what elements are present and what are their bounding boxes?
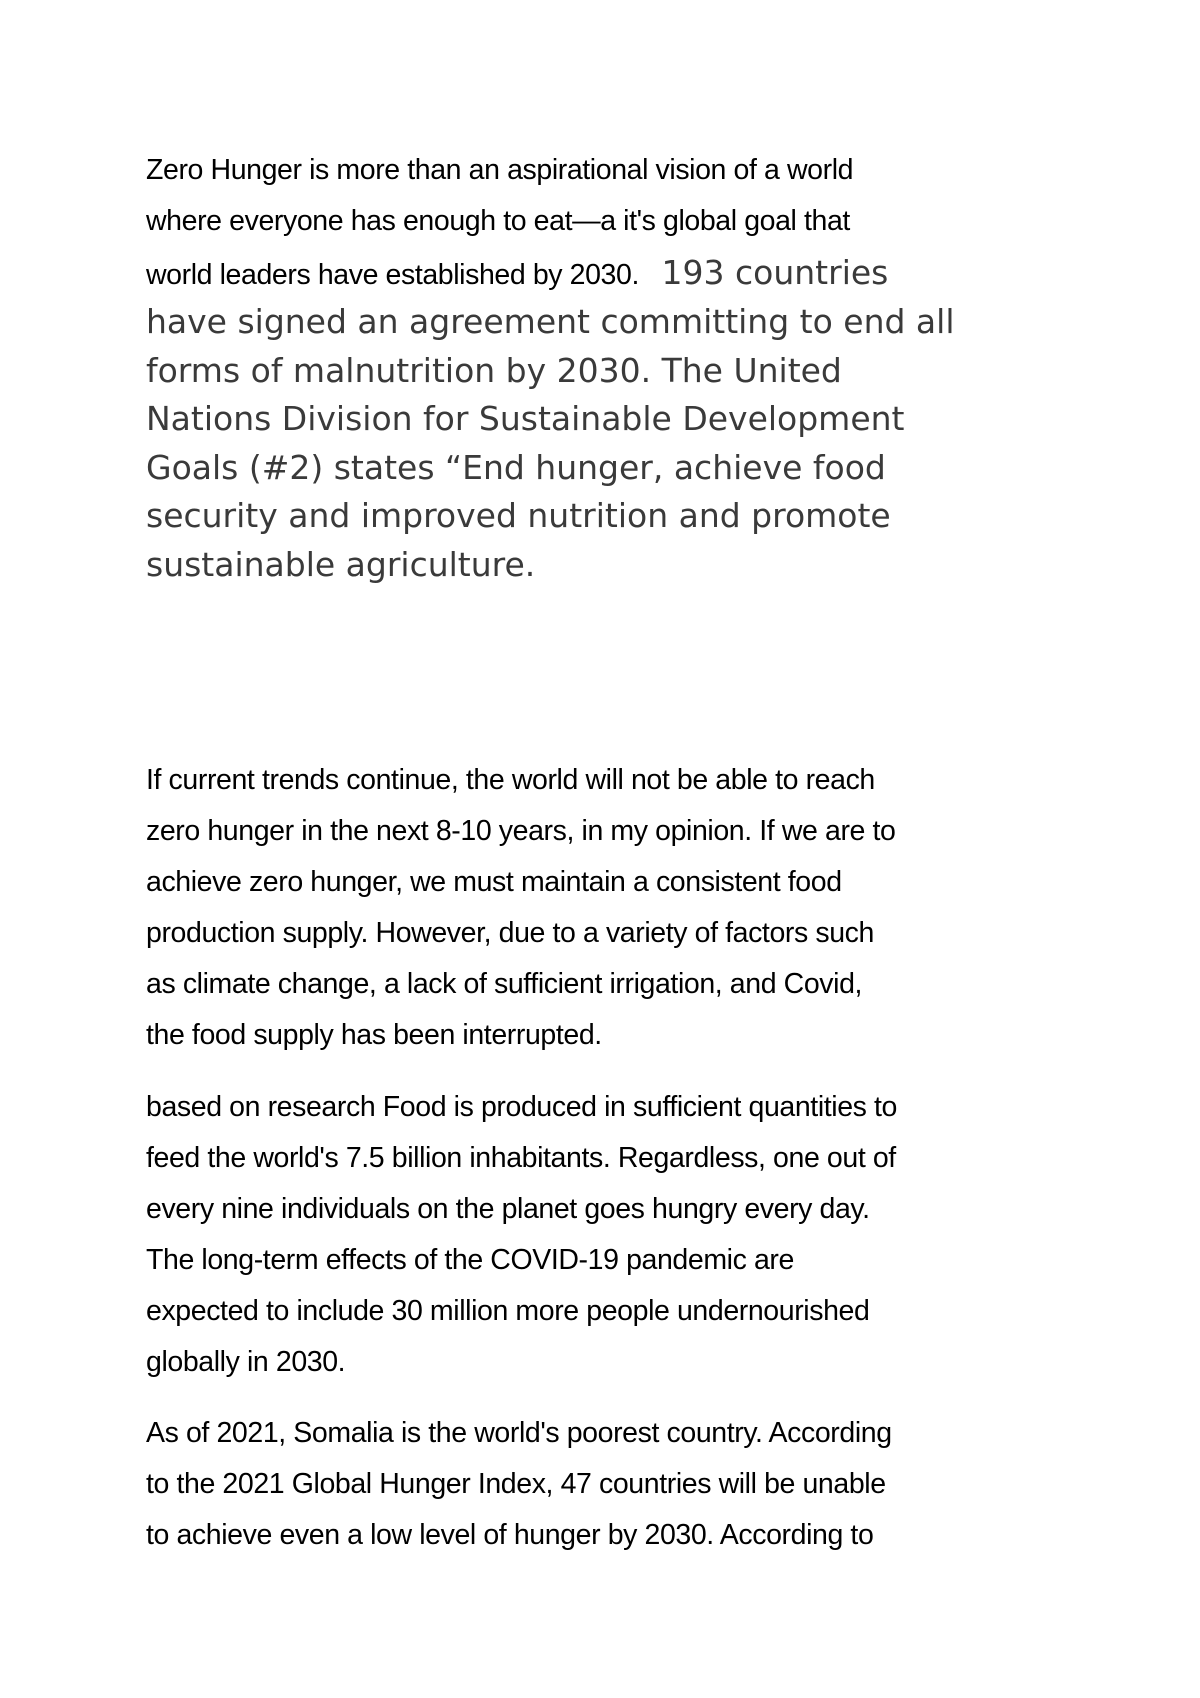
paragraph-food-research <box>146 1082 1086 1388</box>
text-line: Goals (#2) states “End hunger, achieve food <box>146 447 886 487</box>
text-line <box>146 247 1086 298</box>
text-line: feed the world's 7.5 billion inhabitants. Regardless, one out of <box>146 1142 896 1174</box>
text-line: sustainable agriculture. <box>146 544 536 584</box>
paragraph-current-trends <box>146 755 1086 1061</box>
text-line: as climate change, a lack of sufficient irrigation, and Covid, <box>146 968 863 1000</box>
paragraph-zero-hunger-intro <box>146 145 1086 589</box>
text-line: based on research Food is produced in sufficient quantities to <box>146 1091 897 1123</box>
text-line: every nine individuals on the planet goes hungry every day. <box>146 1193 870 1225</box>
text-line: Nations Division for Sustainable Development <box>146 399 905 438</box>
text-line: have signed an agreement committing to end all <box>146 302 955 341</box>
text-line: to achieve even a low level of hunger by 2030. According to <box>146 1519 874 1551</box>
text-line: expected to include 30 million more people undernourished <box>146 1295 870 1327</box>
text-run: world leaders have established by 2030. <box>146 259 639 291</box>
text-line: As of 2021, Somalia is the world's poorest country. According <box>146 1417 892 1449</box>
text-line: to the 2021 Global Hunger Index, 47 countries will be unable <box>146 1468 886 1500</box>
text-line: achieve zero hunger, we must maintain a consistent food <box>146 866 842 898</box>
text-run-large: 193 countries <box>661 253 889 292</box>
text-line: If current trends continue, the world will not be able to reach <box>146 764 875 796</box>
text-line: where everyone has enough to eat—a it's global goal that <box>146 205 850 237</box>
text-line: zero hunger in the next 8-10 years, in my opinion. If we are to <box>146 815 896 847</box>
text-line: security and improved nutrition and promote <box>146 496 891 535</box>
text-line: The long-term effects of the COVID-19 pandemic are <box>146 1244 794 1276</box>
text-line: production supply. However, due to a variety of factors such <box>146 917 874 949</box>
text-line: Zero Hunger is more than an aspirational vision of a world <box>146 154 854 186</box>
paragraph-somalia <box>146 1408 1086 1561</box>
text-line: globally in 2030. <box>146 1346 346 1378</box>
text-line: forms of malnutrition by 2030. The United <box>146 350 842 390</box>
text-line: the food supply has been interrupted. <box>146 1019 602 1051</box>
